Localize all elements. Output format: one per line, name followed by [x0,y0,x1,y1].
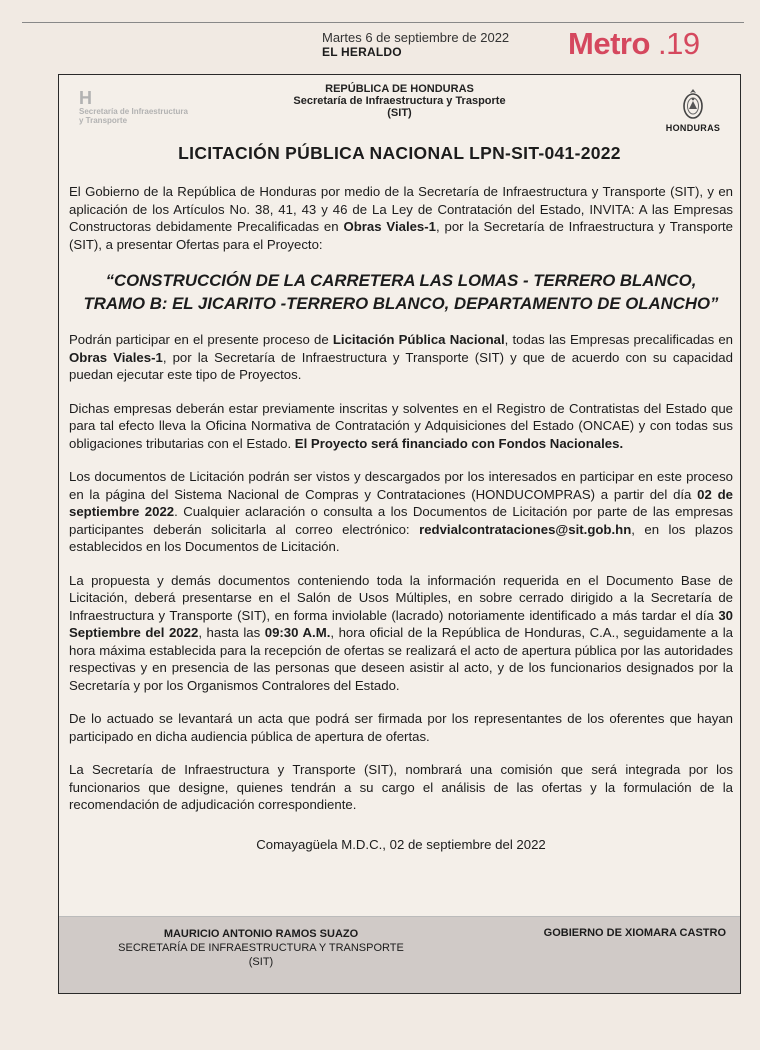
project-name: “CONSTRUCCIÓN DE LA CARRETERA LAS LOMAS - TERRERO BLANCO, TRAMO B: EL JICARITO -TERRERO BLANCO, DEPARTAMENTO DE OLANCHO” [83,271,719,313]
p4-text-c: , hora oficial de la República de Honduras, C.A., seguidamente a la hora máxima establecida para la recepción de ofertas se realizará el acto de apertura pública por las autoridades respectivas y en presencia de las personas que deseen asistir al acto, y de los funcionarios designados por la Secretaría y por los Organismos Contralores del Estado. [69,625,733,693]
signatory-position: SECRETARÍA DE INFRAESTRUCTURA Y TRANSPORTE [118,942,404,954]
p2-bold-a: El Proyecto será financiado con Fondos Nacionales. [294,435,624,451]
newspaper-name: EL HERALDO [322,45,402,59]
registration-paragraph [69,400,733,453]
documents-paragraph [69,468,733,556]
p1-text-a: Podrán participar en el presente proceso de [69,332,333,347]
commission-paragraph: La Secretaría de Infraestructura y Transporte (SIT), nombrará una comisión que será integrada por los funcionarios que designe, quienes tendrán a su cargo el análisis de las ofertas y la formulación de la recomendación de adjudicación correspondiente. [69,762,733,812]
newspaper-date: Martes 6 de septiembre de 2022 [322,30,510,45]
section-name: Metro [568,26,650,61]
signature-band [59,916,740,993]
submission-date: 30 Septiembre del 2022 [69,607,733,640]
tender-notice [58,74,741,994]
place-date: Comayagüela M.D.C., 02 de septiembre del 2022 [256,836,546,852]
sit-logo-line1: Secretaría de Infraestructura [79,107,188,116]
p4-text-b: , hasta las [198,625,265,640]
signatory-name: MAURICIO ANTONIO RAMOS SUAZO [163,928,359,940]
government-label: GOBIERNO DE XIOMARA CASTRO [543,927,726,939]
sit-logo-line2: y Transporte [79,116,128,125]
p3-bold-a: 02 de septiembre 2022 [69,486,733,519]
notice-title: LICITACIÓN PÚBLICA NACIONAL LPN-SIT-041-2022 [178,143,621,163]
page-number: 19 [666,26,700,61]
p3-text-c: , en los plazos establecidos en los Documentos de Licitación. [69,521,734,554]
p1-text-b: , todas las Empresas precalificadas en [504,332,734,347]
page-number-dot: . [658,26,667,61]
signatory-abbr: (SIT) [248,956,274,968]
header-rule [22,22,744,23]
ministry-line: Secretaría de Infraestructura y Trasporte [293,95,506,107]
contact-email: redvialcontrataciones@sit.gob.hn [419,521,632,537]
p4-text-a: La propuesta y demás documentos conteniendo toda la información requerida en el Documento Base de Licitación, deberá presentarse en el Salón de Usos Múltiples, en sobre cerrado dirigido a la Secretaría de Infraestructura y Transporte (SIT), en forma inviolable (lacrado) notoriamente identificado a más tardar el día [69,572,733,623]
intro-text-b: , por la Secretaría de Infraestructura y Transporte (SIT), a presentar Ofertas para el Proyecto: [69,219,733,252]
section-page-label [568,26,700,62]
minutes-paragraph: De lo actuado se levantará un acta que podrá ser firmada por los representantes de los oferentes que hayan participado en dicha audiencia pública de apertura de ofertas. [69,711,733,744]
p2-text-a: Dichas empresas deberán estar previamente inscritas y solventes en el Registro de Contratistas del Estado que para tal efecto lleva la Oficina Normativa de Contratación y Adquisiciones del Estado (ONCAE) y con todas sus obligaciones tributarias con el Estado. [69,400,733,451]
notice-body [69,183,733,853]
government-header [59,83,740,119]
intro-category: Obras Viales-1 [343,219,436,234]
p3-text-b: . Cualquier aclaración o consulta a los Documentos de Licitación por parte de las empresas participantes deberán solicitarla al correo electrónico: [69,504,733,537]
intro-paragraph [69,183,733,253]
signature-block [91,927,431,969]
ministry-abbr: (SIT) [387,107,412,119]
participation-paragraph [69,331,733,384]
country-name: HONDURAS [665,123,721,133]
republic-line: REPÚBLICA DE HONDURAS [325,83,474,95]
honduras-emblem [662,87,724,133]
p3-text-a: Los documentos de Licitación podrán ser vistos y descargados por los interesados en participar en este proceso en la página del Sistema Nacional de Compras y Contrataciones (HONDUCOMPRAS) a partir del día [69,469,733,502]
submission-paragraph [69,572,733,695]
p1-bold-a: Licitación Pública Nacional [332,332,505,347]
sit-logo-mark: H [79,88,92,108]
intro-text-a: El Gobierno de la República de Honduras por medio de la Secretaría de Infraestructura y Transporte (SIT), y en aplicación de los Artículos No. 38, 41, 43 y 46 de La Ley de Contratación del Estado, INVITA: A las Empresas Constructoras debidamente Precalificadas en [69,184,733,234]
p1-bold-b: Obras Viales-1 [69,349,163,365]
coat-of-arms-icon [680,87,706,121]
p1-text-c: , por la Secretaría de Infraestructura y Transporte (SIT) y que de acuerdo con su capacidad puedan ejecutar este tipo de Proyectos. [69,349,733,382]
submission-time: 09:30 A.M. [264,625,331,640]
